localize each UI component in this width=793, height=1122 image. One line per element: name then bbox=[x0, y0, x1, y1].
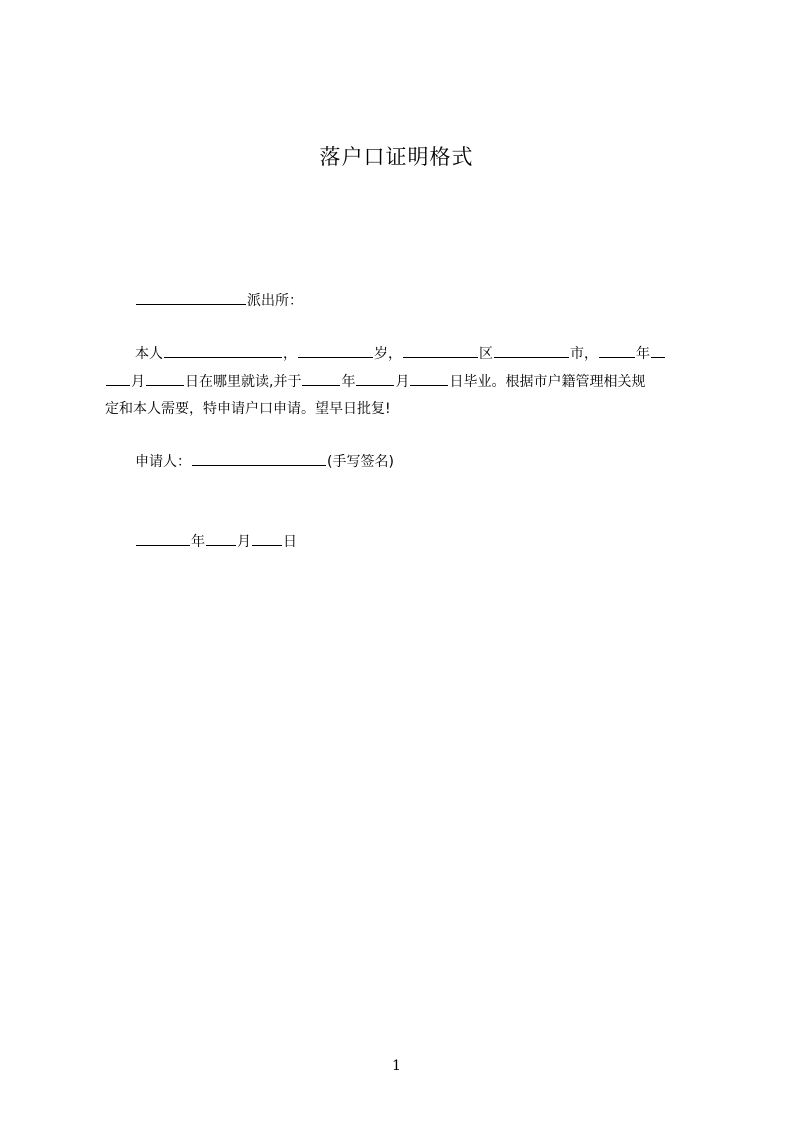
date-month-blank[interactable] bbox=[206, 531, 236, 546]
year-blank-1[interactable] bbox=[599, 343, 635, 358]
self-label: 本人 bbox=[135, 346, 163, 362]
graduation-text: 日毕业。根据市户籍管理相关规 bbox=[449, 374, 646, 390]
document-title: 落户口证明格式 bbox=[319, 145, 474, 169]
date-year-label: 年 bbox=[191, 534, 205, 550]
body-line-1 bbox=[135, 343, 666, 364]
name-blank[interactable] bbox=[164, 343, 282, 358]
age-unit: 岁， bbox=[374, 346, 402, 362]
day-blank-2[interactable] bbox=[410, 371, 448, 386]
month-blank-2[interactable] bbox=[356, 371, 394, 386]
date-day-label: 日 bbox=[283, 534, 297, 550]
month-blank-1a[interactable] bbox=[651, 343, 665, 358]
district-blank[interactable] bbox=[403, 343, 478, 358]
page-number: 1 bbox=[392, 1058, 401, 1074]
year-label-2: 年 bbox=[341, 374, 356, 390]
date-month-label: 月 bbox=[237, 534, 251, 550]
and-on-text: 并于 bbox=[273, 374, 302, 390]
year-blank-2[interactable] bbox=[302, 371, 340, 386]
school-text: 日在哪里就读, bbox=[185, 374, 274, 390]
signature-note: (手写签名) bbox=[327, 454, 394, 470]
comma-text: ， bbox=[283, 346, 297, 362]
addressee-suffix: 派出所： bbox=[247, 293, 303, 309]
addressee-line bbox=[135, 290, 303, 311]
applicant-label: 申请人： bbox=[135, 454, 191, 470]
date-line bbox=[135, 531, 297, 552]
age-blank[interactable] bbox=[298, 343, 373, 358]
body-line-3: 定和本人需要，特申请户口申请。望早日批复! bbox=[105, 401, 391, 417]
body-line-2 bbox=[105, 371, 645, 392]
month-label-2: 月 bbox=[395, 374, 410, 390]
date-day-blank[interactable] bbox=[252, 531, 282, 546]
city-label: 市， bbox=[570, 346, 598, 362]
day-blank-1[interactable] bbox=[146, 371, 184, 386]
month-blank-1b[interactable] bbox=[106, 371, 130, 386]
date-year-blank[interactable] bbox=[136, 531, 190, 546]
month-label-1: 月 bbox=[131, 374, 145, 390]
applicant-line bbox=[135, 451, 394, 472]
city-blank[interactable] bbox=[494, 343, 569, 358]
signature-blank[interactable] bbox=[192, 451, 326, 466]
year-label-1: 年 bbox=[636, 346, 650, 362]
district-label: 区 bbox=[479, 346, 493, 362]
police-station-blank[interactable] bbox=[136, 290, 246, 305]
